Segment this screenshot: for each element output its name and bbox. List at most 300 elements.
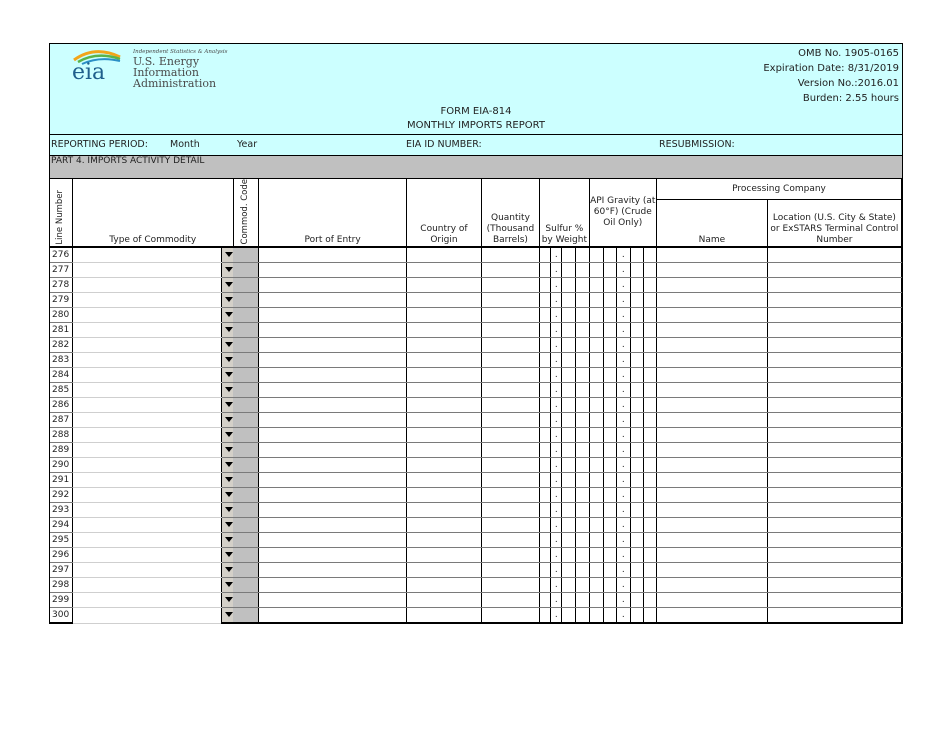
api-gravity-digit-input[interactable] (630, 563, 643, 578)
quantity-input[interactable] (481, 473, 539, 488)
api-gravity-digit-input[interactable] (589, 247, 603, 263)
sulfur-digit-input[interactable] (540, 428, 551, 443)
quantity-input[interactable] (481, 278, 539, 293)
chevron-down-icon[interactable] (221, 593, 233, 608)
sulfur-digit-input[interactable] (562, 308, 576, 323)
company-name-input[interactable] (657, 503, 768, 518)
company-name-input[interactable] (657, 563, 768, 578)
port-of-entry-input[interactable] (259, 247, 407, 263)
type-of-commodity-select[interactable] (72, 488, 221, 503)
api-gravity-digit-input[interactable] (589, 323, 603, 338)
api-gravity-digit-input[interactable] (589, 458, 603, 473)
api-gravity-digit-input[interactable] (603, 308, 616, 323)
quantity-input[interactable] (481, 353, 539, 368)
api-gravity-digit-input[interactable] (643, 533, 656, 548)
port-of-entry-input[interactable] (259, 353, 407, 368)
company-name-input[interactable] (657, 353, 768, 368)
port-of-entry-input[interactable] (259, 323, 407, 338)
sulfur-digit-input[interactable] (576, 473, 589, 488)
type-of-commodity-select[interactable] (72, 563, 221, 578)
port-of-entry-input[interactable] (259, 608, 407, 624)
api-gravity-digit-input[interactable] (630, 398, 643, 413)
type-of-commodity-select[interactable] (72, 548, 221, 563)
api-gravity-digit-input[interactable] (643, 293, 656, 308)
api-gravity-digit-input[interactable] (603, 428, 616, 443)
api-gravity-digit-input[interactable] (589, 263, 603, 278)
sulfur-digit-input[interactable] (540, 368, 551, 383)
api-gravity-digit-input[interactable] (630, 278, 643, 293)
api-gravity-digit-input[interactable] (603, 518, 616, 533)
sulfur-digit-input[interactable] (540, 473, 551, 488)
sulfur-digit-input[interactable] (540, 563, 551, 578)
chevron-down-icon[interactable] (221, 443, 233, 458)
chevron-down-icon[interactable] (221, 263, 233, 278)
type-of-commodity-select[interactable] (72, 443, 221, 458)
company-location-input[interactable] (767, 563, 901, 578)
company-location-input[interactable] (767, 503, 901, 518)
api-gravity-digit-input[interactable] (589, 488, 603, 503)
api-gravity-digit-input[interactable] (603, 563, 616, 578)
sulfur-digit-input[interactable] (562, 458, 576, 473)
company-name-input[interactable] (657, 608, 768, 624)
company-name-input[interactable] (657, 443, 768, 458)
api-gravity-digit-input[interactable] (589, 398, 603, 413)
api-gravity-digit-input[interactable] (643, 518, 656, 533)
sulfur-digit-input[interactable] (562, 443, 576, 458)
company-name-input[interactable] (657, 593, 768, 608)
sulfur-digit-input[interactable] (576, 488, 589, 503)
quantity-input[interactable] (481, 548, 539, 563)
sulfur-digit-input[interactable] (576, 548, 589, 563)
sulfur-digit-input[interactable] (562, 593, 576, 608)
sulfur-digit-input[interactable] (576, 323, 589, 338)
sulfur-digit-input[interactable] (562, 278, 576, 293)
company-location-input[interactable] (767, 608, 901, 624)
sulfur-digit-input[interactable] (540, 518, 551, 533)
chevron-down-icon[interactable] (221, 398, 233, 413)
quantity-input[interactable] (481, 488, 539, 503)
port-of-entry-input[interactable] (259, 518, 407, 533)
company-name-input[interactable] (657, 533, 768, 548)
type-of-commodity-select[interactable] (72, 293, 221, 308)
api-gravity-digit-input[interactable] (589, 293, 603, 308)
api-gravity-digit-input[interactable] (603, 458, 616, 473)
country-of-origin-input[interactable] (407, 263, 482, 278)
company-name-input[interactable] (657, 308, 768, 323)
company-name-input[interactable] (657, 263, 768, 278)
api-gravity-digit-input[interactable] (589, 338, 603, 353)
api-gravity-digit-input[interactable] (643, 428, 656, 443)
api-gravity-digit-input[interactable] (643, 263, 656, 278)
api-gravity-digit-input[interactable] (589, 473, 603, 488)
quantity-input[interactable] (481, 338, 539, 353)
sulfur-digit-input[interactable] (562, 548, 576, 563)
country-of-origin-input[interactable] (407, 503, 482, 518)
api-gravity-digit-input[interactable] (643, 473, 656, 488)
company-location-input[interactable] (767, 398, 901, 413)
chevron-down-icon[interactable] (221, 578, 233, 593)
company-name-input[interactable] (657, 473, 768, 488)
sulfur-digit-input[interactable] (540, 593, 551, 608)
sulfur-digit-input[interactable] (576, 263, 589, 278)
quantity-input[interactable] (481, 383, 539, 398)
api-gravity-digit-input[interactable] (630, 578, 643, 593)
company-location-input[interactable] (767, 278, 901, 293)
quantity-input[interactable] (481, 293, 539, 308)
company-location-input[interactable] (767, 338, 901, 353)
api-gravity-digit-input[interactable] (603, 293, 616, 308)
company-location-input[interactable] (767, 488, 901, 503)
quantity-input[interactable] (481, 533, 539, 548)
port-of-entry-input[interactable] (259, 413, 407, 428)
company-location-input[interactable] (767, 428, 901, 443)
country-of-origin-input[interactable] (407, 278, 482, 293)
api-gravity-digit-input[interactable] (630, 548, 643, 563)
company-name-input[interactable] (657, 398, 768, 413)
company-location-input[interactable] (767, 593, 901, 608)
type-of-commodity-select[interactable] (72, 398, 221, 413)
sulfur-digit-input[interactable] (576, 578, 589, 593)
type-of-commodity-select[interactable] (72, 503, 221, 518)
country-of-origin-input[interactable] (407, 488, 482, 503)
country-of-origin-input[interactable] (407, 458, 482, 473)
sulfur-digit-input[interactable] (576, 503, 589, 518)
api-gravity-digit-input[interactable] (603, 263, 616, 278)
company-name-input[interactable] (657, 458, 768, 473)
company-location-input[interactable] (767, 323, 901, 338)
type-of-commodity-select[interactable] (72, 263, 221, 278)
chevron-down-icon[interactable] (221, 563, 233, 578)
company-location-input[interactable] (767, 353, 901, 368)
port-of-entry-input[interactable] (259, 263, 407, 278)
api-gravity-digit-input[interactable] (643, 563, 656, 578)
chevron-down-icon[interactable] (221, 338, 233, 353)
type-of-commodity-select[interactable] (72, 278, 221, 293)
api-gravity-digit-input[interactable] (630, 323, 643, 338)
port-of-entry-input[interactable] (259, 458, 407, 473)
port-of-entry-input[interactable] (259, 308, 407, 323)
api-gravity-digit-input[interactable] (603, 338, 616, 353)
api-gravity-digit-input[interactable] (589, 548, 603, 563)
country-of-origin-input[interactable] (407, 578, 482, 593)
company-name-input[interactable] (657, 278, 768, 293)
api-gravity-digit-input[interactable] (603, 398, 616, 413)
chevron-down-icon[interactable] (221, 247, 233, 263)
api-gravity-digit-input[interactable] (630, 368, 643, 383)
year-field[interactable]: Year (237, 139, 258, 150)
company-name-input[interactable] (657, 488, 768, 503)
port-of-entry-input[interactable] (259, 473, 407, 488)
company-location-input[interactable] (767, 443, 901, 458)
sulfur-digit-input[interactable] (576, 247, 589, 263)
sulfur-digit-input[interactable] (576, 593, 589, 608)
country-of-origin-input[interactable] (407, 398, 482, 413)
country-of-origin-input[interactable] (407, 593, 482, 608)
country-of-origin-input[interactable] (407, 533, 482, 548)
api-gravity-digit-input[interactable] (603, 278, 616, 293)
sulfur-digit-input[interactable] (540, 578, 551, 593)
api-gravity-digit-input[interactable] (603, 548, 616, 563)
company-name-input[interactable] (657, 518, 768, 533)
type-of-commodity-select[interactable] (72, 458, 221, 473)
sulfur-digit-input[interactable] (562, 428, 576, 443)
sulfur-digit-input[interactable] (562, 263, 576, 278)
sulfur-digit-input[interactable] (562, 383, 576, 398)
port-of-entry-input[interactable] (259, 488, 407, 503)
company-name-input[interactable] (657, 413, 768, 428)
company-location-input[interactable] (767, 473, 901, 488)
sulfur-digit-input[interactable] (576, 293, 589, 308)
type-of-commodity-select[interactable] (72, 608, 221, 624)
api-gravity-digit-input[interactable] (643, 398, 656, 413)
country-of-origin-input[interactable] (407, 383, 482, 398)
api-gravity-digit-input[interactable] (589, 503, 603, 518)
company-location-input[interactable] (767, 518, 901, 533)
api-gravity-digit-input[interactable] (630, 353, 643, 368)
sulfur-digit-input[interactable] (540, 608, 551, 624)
port-of-entry-input[interactable] (259, 593, 407, 608)
sulfur-digit-input[interactable] (562, 413, 576, 428)
api-gravity-digit-input[interactable] (643, 413, 656, 428)
api-gravity-digit-input[interactable] (603, 383, 616, 398)
company-location-input[interactable] (767, 533, 901, 548)
api-gravity-digit-input[interactable] (630, 413, 643, 428)
quantity-input[interactable] (481, 518, 539, 533)
quantity-input[interactable] (481, 428, 539, 443)
sulfur-digit-input[interactable] (576, 563, 589, 578)
sulfur-digit-input[interactable] (540, 398, 551, 413)
api-gravity-digit-input[interactable] (603, 533, 616, 548)
company-name-input[interactable] (657, 548, 768, 563)
company-name-input[interactable] (657, 428, 768, 443)
country-of-origin-input[interactable] (407, 443, 482, 458)
api-gravity-digit-input[interactable] (643, 488, 656, 503)
sulfur-digit-input[interactable] (576, 398, 589, 413)
api-gravity-digit-input[interactable] (630, 383, 643, 398)
type-of-commodity-select[interactable] (72, 247, 221, 263)
type-of-commodity-select[interactable] (72, 338, 221, 353)
sulfur-digit-input[interactable] (562, 398, 576, 413)
api-gravity-digit-input[interactable] (630, 488, 643, 503)
api-gravity-digit-input[interactable] (643, 443, 656, 458)
country-of-origin-input[interactable] (407, 368, 482, 383)
type-of-commodity-select[interactable] (72, 353, 221, 368)
api-gravity-digit-input[interactable] (630, 518, 643, 533)
sulfur-digit-input[interactable] (540, 353, 551, 368)
api-gravity-digit-input[interactable] (630, 608, 643, 624)
api-gravity-digit-input[interactable] (630, 247, 643, 263)
quantity-input[interactable] (481, 368, 539, 383)
port-of-entry-input[interactable] (259, 383, 407, 398)
chevron-down-icon[interactable] (221, 323, 233, 338)
sulfur-digit-input[interactable] (576, 308, 589, 323)
port-of-entry-input[interactable] (259, 578, 407, 593)
api-gravity-digit-input[interactable] (630, 443, 643, 458)
country-of-origin-input[interactable] (407, 353, 482, 368)
chevron-down-icon[interactable] (221, 308, 233, 323)
quantity-input[interactable] (481, 503, 539, 518)
sulfur-digit-input[interactable] (576, 338, 589, 353)
api-gravity-digit-input[interactable] (603, 488, 616, 503)
sulfur-digit-input[interactable] (576, 533, 589, 548)
api-gravity-digit-input[interactable] (589, 278, 603, 293)
chevron-down-icon[interactable] (221, 608, 233, 624)
api-gravity-digit-input[interactable] (643, 548, 656, 563)
api-gravity-digit-input[interactable] (643, 503, 656, 518)
sulfur-digit-input[interactable] (540, 533, 551, 548)
chevron-down-icon[interactable] (221, 278, 233, 293)
company-location-input[interactable] (767, 293, 901, 308)
api-gravity-digit-input[interactable] (630, 263, 643, 278)
api-gravity-digit-input[interactable] (643, 458, 656, 473)
type-of-commodity-select[interactable] (72, 593, 221, 608)
quantity-input[interactable] (481, 308, 539, 323)
sulfur-digit-input[interactable] (562, 488, 576, 503)
sulfur-digit-input[interactable] (576, 443, 589, 458)
sulfur-digit-input[interactable] (562, 323, 576, 338)
api-gravity-digit-input[interactable] (643, 593, 656, 608)
company-location-input[interactable] (767, 458, 901, 473)
sulfur-digit-input[interactable] (562, 503, 576, 518)
chevron-down-icon[interactable] (221, 503, 233, 518)
port-of-entry-input[interactable] (259, 368, 407, 383)
sulfur-digit-input[interactable] (540, 503, 551, 518)
sulfur-digit-input[interactable] (562, 473, 576, 488)
country-of-origin-input[interactable] (407, 338, 482, 353)
type-of-commodity-select[interactable] (72, 323, 221, 338)
sulfur-digit-input[interactable] (540, 413, 551, 428)
quantity-input[interactable] (481, 323, 539, 338)
sulfur-digit-input[interactable] (576, 413, 589, 428)
type-of-commodity-select[interactable] (72, 533, 221, 548)
company-location-input[interactable] (767, 308, 901, 323)
api-gravity-digit-input[interactable] (643, 383, 656, 398)
country-of-origin-input[interactable] (407, 548, 482, 563)
api-gravity-digit-input[interactable] (643, 353, 656, 368)
port-of-entry-input[interactable] (259, 548, 407, 563)
company-location-input[interactable] (767, 368, 901, 383)
sulfur-digit-input[interactable] (540, 308, 551, 323)
company-name-input[interactable] (657, 383, 768, 398)
country-of-origin-input[interactable] (407, 428, 482, 443)
api-gravity-digit-input[interactable] (589, 608, 603, 624)
chevron-down-icon[interactable] (221, 473, 233, 488)
api-gravity-digit-input[interactable] (589, 578, 603, 593)
api-gravity-digit-input[interactable] (589, 518, 603, 533)
sulfur-digit-input[interactable] (576, 278, 589, 293)
type-of-commodity-select[interactable] (72, 578, 221, 593)
sulfur-digit-input[interactable] (562, 293, 576, 308)
sulfur-digit-input[interactable] (562, 338, 576, 353)
api-gravity-digit-input[interactable] (603, 413, 616, 428)
api-gravity-digit-input[interactable] (589, 428, 603, 443)
api-gravity-digit-input[interactable] (643, 338, 656, 353)
api-gravity-digit-input[interactable] (630, 428, 643, 443)
quantity-input[interactable] (481, 247, 539, 263)
company-name-input[interactable] (657, 578, 768, 593)
api-gravity-digit-input[interactable] (643, 578, 656, 593)
chevron-down-icon[interactable] (221, 518, 233, 533)
country-of-origin-input[interactable] (407, 473, 482, 488)
sulfur-digit-input[interactable] (576, 353, 589, 368)
api-gravity-digit-input[interactable] (603, 368, 616, 383)
month-field[interactable]: Month (170, 139, 200, 150)
sulfur-digit-input[interactable] (576, 608, 589, 624)
quantity-input[interactable] (481, 563, 539, 578)
sulfur-digit-input[interactable] (562, 247, 576, 263)
sulfur-digit-input[interactable] (576, 518, 589, 533)
type-of-commodity-select[interactable] (72, 413, 221, 428)
quantity-input[interactable] (481, 593, 539, 608)
api-gravity-digit-input[interactable] (643, 608, 656, 624)
port-of-entry-input[interactable] (259, 293, 407, 308)
sulfur-digit-input[interactable] (562, 368, 576, 383)
company-location-input[interactable] (767, 413, 901, 428)
country-of-origin-input[interactable] (407, 293, 482, 308)
port-of-entry-input[interactable] (259, 338, 407, 353)
sulfur-digit-input[interactable] (540, 338, 551, 353)
api-gravity-digit-input[interactable] (643, 368, 656, 383)
company-name-input[interactable] (657, 293, 768, 308)
api-gravity-digit-input[interactable] (589, 533, 603, 548)
country-of-origin-input[interactable] (407, 308, 482, 323)
sulfur-digit-input[interactable] (540, 263, 551, 278)
api-gravity-digit-input[interactable] (630, 593, 643, 608)
type-of-commodity-select[interactable] (72, 383, 221, 398)
port-of-entry-input[interactable] (259, 278, 407, 293)
chevron-down-icon[interactable] (221, 293, 233, 308)
sulfur-digit-input[interactable] (562, 533, 576, 548)
type-of-commodity-select[interactable] (72, 428, 221, 443)
quantity-input[interactable] (481, 578, 539, 593)
company-name-input[interactable] (657, 368, 768, 383)
port-of-entry-input[interactable] (259, 533, 407, 548)
api-gravity-digit-input[interactable] (643, 323, 656, 338)
sulfur-digit-input[interactable] (576, 383, 589, 398)
sulfur-digit-input[interactable] (562, 518, 576, 533)
company-location-input[interactable] (767, 578, 901, 593)
sulfur-digit-input[interactable] (576, 368, 589, 383)
api-gravity-digit-input[interactable] (589, 443, 603, 458)
quantity-input[interactable] (481, 263, 539, 278)
company-location-input[interactable] (767, 263, 901, 278)
sulfur-digit-input[interactable] (540, 383, 551, 398)
type-of-commodity-select[interactable] (72, 518, 221, 533)
port-of-entry-input[interactable] (259, 443, 407, 458)
api-gravity-digit-input[interactable] (630, 458, 643, 473)
company-name-input[interactable] (657, 247, 768, 263)
type-of-commodity-select[interactable] (72, 308, 221, 323)
chevron-down-icon[interactable] (221, 368, 233, 383)
sulfur-digit-input[interactable] (540, 488, 551, 503)
port-of-entry-input[interactable] (259, 428, 407, 443)
api-gravity-digit-input[interactable] (630, 533, 643, 548)
chevron-down-icon[interactable] (221, 488, 233, 503)
api-gravity-digit-input[interactable] (589, 413, 603, 428)
sulfur-digit-input[interactable] (540, 548, 551, 563)
chevron-down-icon[interactable] (221, 428, 233, 443)
api-gravity-digit-input[interactable] (589, 353, 603, 368)
port-of-entry-input[interactable] (259, 563, 407, 578)
api-gravity-digit-input[interactable] (589, 383, 603, 398)
sulfur-digit-input[interactable] (540, 247, 551, 263)
api-gravity-digit-input[interactable] (589, 368, 603, 383)
api-gravity-digit-input[interactable] (630, 293, 643, 308)
country-of-origin-input[interactable] (407, 247, 482, 263)
country-of-origin-input[interactable] (407, 413, 482, 428)
sulfur-digit-input[interactable] (562, 353, 576, 368)
sulfur-digit-input[interactable] (576, 458, 589, 473)
